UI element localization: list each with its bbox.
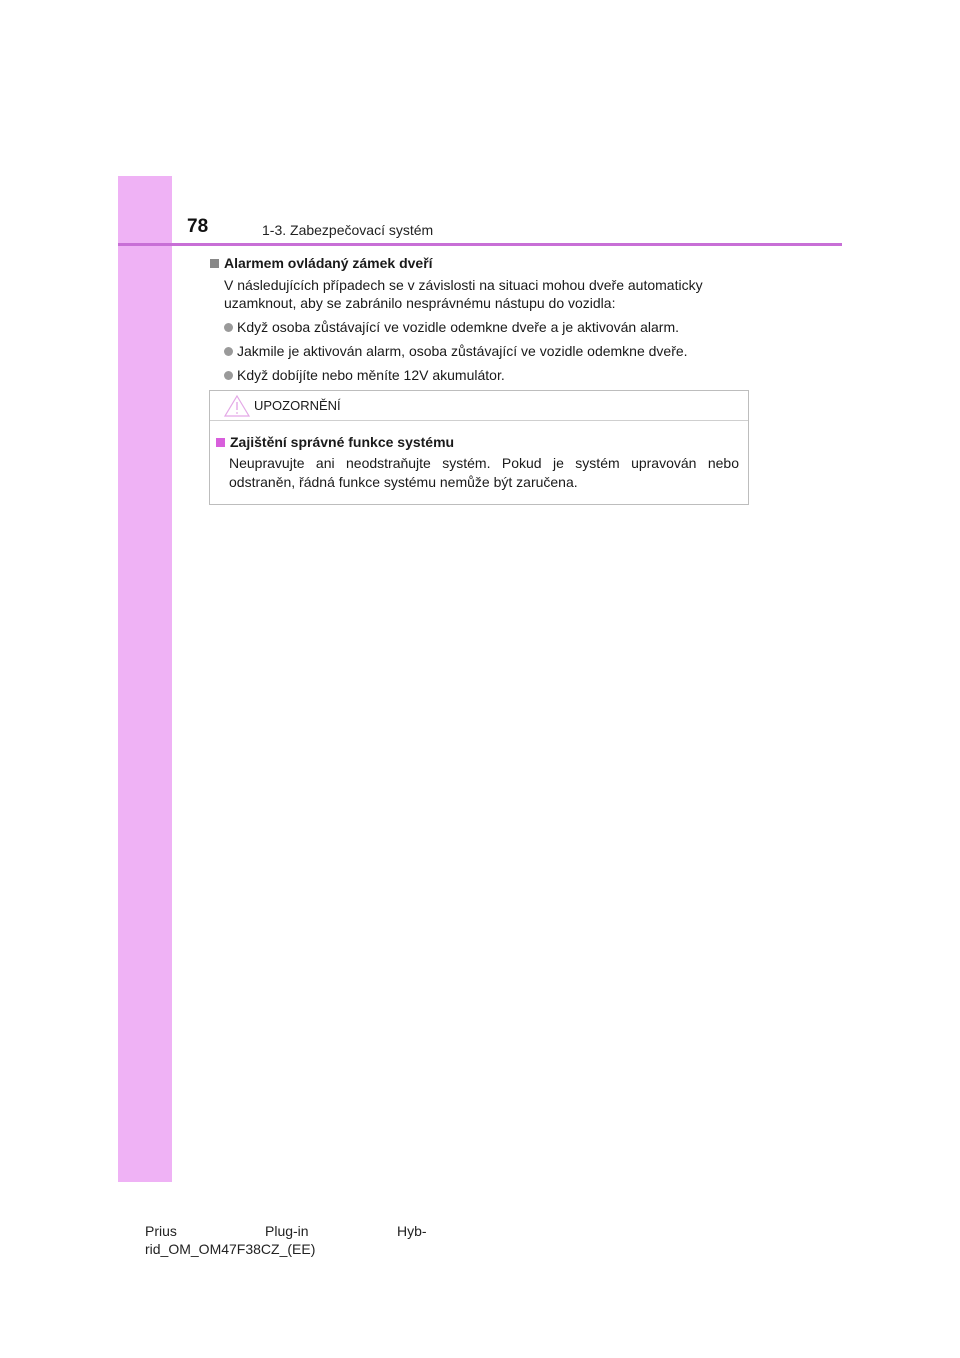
list-item-text: Když dobíjíte nebo měníte 12V akumulátor. [237, 367, 505, 383]
warning-header [210, 391, 748, 421]
warning-box [209, 390, 749, 505]
list-item [224, 318, 750, 336]
section-title: 1-3. Zabezpečovací systém [262, 222, 434, 238]
section-heading-text: Alarmem ovládaný zámek dveří [224, 255, 433, 271]
square-bullet-icon [216, 438, 225, 447]
section-heading [210, 254, 750, 272]
header-divider [118, 243, 842, 246]
warning-heading-text: Zajištění správné funkce systému [230, 434, 455, 450]
bullet-dot-icon [224, 371, 233, 380]
bullet-dot-icon [224, 323, 233, 332]
warning-text: Neupravujte ani neodstraňujte systém. Pokud je systém upravován nebo odstraněn, řádná funkce systému nemůže být zaručena. [229, 455, 739, 490]
warning-body [210, 421, 748, 492]
list-item [224, 342, 750, 360]
warning-heading [216, 433, 738, 452]
list-item-text: Když osoba zůstávající ve vozidle odemkne dveře a je aktivován alarm. [237, 319, 680, 335]
footer-word: Hyb- [397, 1223, 427, 1239]
footer [145, 1222, 427, 1258]
intro-paragraph: V následujících případech se v závislosti na situaci mohou dveře automaticky uzamknout, aby se zabránilo nesprávnému nástupu do vozidla: [224, 277, 703, 311]
warning-label: UPOZORNĚNÍ [254, 398, 341, 413]
warning-triangle-icon [224, 395, 250, 417]
list-item-text: Jakmile je aktivován alarm, osoba zůstávající ve vozidle odemkne dveře. [237, 343, 688, 359]
main-content [210, 254, 750, 384]
page-number: 78 [187, 216, 209, 237]
footer-line-2: rid_OM_OM47F38CZ_(EE) [145, 1241, 316, 1257]
footer-word: Plug-in [265, 1223, 309, 1239]
bullet-dot-icon [224, 347, 233, 356]
footer-word: Prius [145, 1223, 177, 1239]
list-item [224, 366, 750, 384]
chapter-sidebar [118, 176, 172, 1182]
footer-line-1 [145, 1222, 427, 1240]
square-bullet-icon [210, 259, 219, 268]
